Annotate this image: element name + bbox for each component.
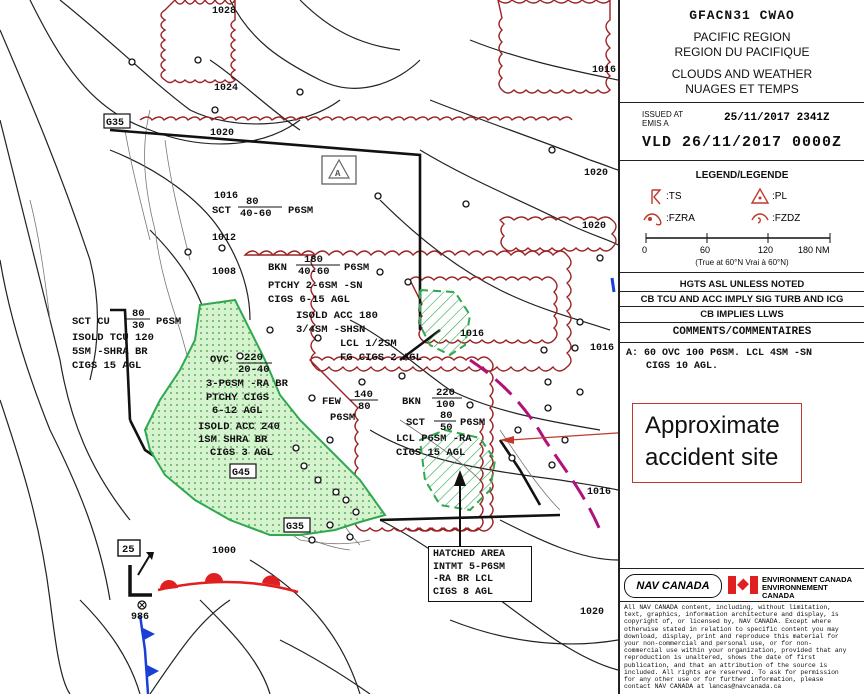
remark-text: SCT (406, 417, 425, 429)
warm-front-bump (205, 573, 223, 582)
scale-tick: 120 (758, 245, 774, 255)
remark-text: ISOLD TCU 120 (72, 332, 154, 344)
copyright-line: reproduction is unaltered, shows the date of first (624, 654, 816, 662)
remark-text: 3-P6SM -RA BR (206, 378, 288, 390)
fl-label: G35 (106, 118, 125, 129)
ts-icon (652, 190, 660, 204)
remark-text: 40-60 (240, 208, 272, 220)
scale-tick: 60 (700, 245, 711, 255)
hatched-area-line: CIGS 8 AGL (433, 586, 494, 598)
note-cb-llws: CB IMPLIES LLWS (700, 309, 784, 320)
remark-text: P6SM (460, 417, 486, 429)
hatched-area-line: HATCHED AREA (433, 549, 506, 560)
callout-line (510, 432, 632, 440)
isobar-label: 1020 (210, 128, 235, 139)
fl-label: G35 (286, 522, 305, 533)
copyright-line: text, graphics, information architecture and display, is (624, 611, 839, 619)
remark-text: P6SM (344, 262, 370, 274)
legend-fzra-label: FZRA (668, 213, 695, 224)
remark-text: CIGS 3 AGL (210, 447, 274, 459)
comments-body (626, 347, 812, 373)
env-canada-fr: ENVIRONNEMENT CANADA (762, 583, 828, 600)
legend-pl-label: PL (774, 191, 788, 202)
info-panel (618, 0, 864, 694)
note-hgts: HGTS ASL UNLESS NOTED (679, 279, 805, 290)
remark-text: 220 (244, 352, 263, 364)
remark-text: LCL 1/2SM (340, 338, 397, 350)
copyright-line: copyright of, or licensed by, NAV CANADA. Except where (624, 618, 832, 626)
copyright-line: for any other use or for further information, please (624, 676, 824, 684)
remark-text: 6-12 AGL (212, 405, 263, 417)
issued-time: 25/11/2017 2341Z (724, 112, 830, 124)
remark-text: 80 (246, 196, 259, 208)
copyright-line: contact NAV CANADA at lancas@navcanada.ca (624, 683, 782, 691)
type-en: CLOUDS AND WEATHER (671, 67, 813, 81)
remark-text: ISOLD ACC 240 (198, 421, 280, 433)
chart-id: GFACN31 CWAO (689, 8, 795, 23)
remark-bkn-180 (268, 254, 422, 364)
remark-text: P6SM (288, 205, 314, 217)
remark-text: 1SM SHRA BR (198, 434, 268, 446)
copyright-line: commercial use within your organization, provided that any (624, 647, 847, 655)
copyright-notice (624, 604, 862, 690)
legend-fzdz-label: FZDZ (774, 213, 801, 224)
copyright-line: otherwise stated in relation to specific content you may (624, 625, 839, 633)
remark-text: LCL P6SM -RA (396, 433, 472, 445)
isobar-label: 1000 (212, 546, 237, 557)
isobar-label: 1020 (580, 607, 605, 618)
remark-text: 40-60 (298, 266, 330, 278)
isobar-label: 1028 (212, 6, 237, 17)
copyright-line: download, display, print and reproduce this material for (624, 632, 839, 640)
isobar-label: 1020 (584, 168, 609, 179)
region-en: PACIFIC REGION (693, 30, 791, 44)
remark-text: CIGS 15 AGL (72, 360, 142, 372)
legend-fzdz: :FZDZ (772, 213, 801, 224)
isobar-label: 1024 (214, 83, 239, 94)
cold-front (140, 615, 148, 694)
remark-text: ISOLD ACC 180 (296, 310, 378, 322)
remark-text: SCT CU (72, 316, 110, 328)
remark-text: BKN (402, 396, 421, 408)
area-label: A (335, 169, 341, 179)
remark-text: 80 (440, 410, 453, 422)
remark-text: 220 (436, 387, 455, 399)
comment-line: A: 60 OVC 100 P6SM. LCL 4SM -SN (626, 348, 813, 359)
navcanada-logo: NAV CANADA (624, 574, 722, 598)
scale-note: (True at 60°N Vrai à 60°N) (695, 258, 789, 267)
note-cb-tcu: CB TCU AND ACC IMPLY SIG TURB AND ICG (640, 294, 844, 305)
copyright-line: publication, and that an attribution of the source is (624, 661, 828, 669)
remark-text: CIGS 6-15 AGL (268, 294, 350, 306)
env-canada-logo (762, 576, 860, 600)
remark-text: 80 (132, 308, 145, 320)
remark-text: 80 (358, 401, 371, 413)
isobar-label: 1016 (587, 487, 612, 498)
valid-time: VLD 26/11/2017 0000Z (641, 134, 843, 151)
remark-text: BKN (268, 262, 287, 274)
legend-pl: :PL (772, 191, 788, 202)
remark-few-140 (322, 389, 378, 424)
remark-text: 3/4SM -SHSN (296, 324, 366, 336)
comment-line: CIGS 10 AGL. (646, 361, 719, 372)
scale-ticks (638, 245, 858, 257)
isobar-label: 1016 (590, 343, 615, 354)
remark-text: OVC (210, 354, 229, 366)
hatched-area-line: INTMT 5-P6SM (433, 561, 506, 573)
hatched-area-north (420, 290, 470, 355)
cold-front-tooth (147, 665, 159, 677)
remark-text: FEW (322, 396, 341, 408)
fl-label: G45 (232, 468, 251, 479)
legend-ts: :TS (666, 191, 682, 202)
copyright-line: your non-commercial and personal use, or for non- (624, 640, 812, 648)
scale-tick: 0 (642, 245, 648, 255)
warm-front-bump (160, 580, 178, 590)
legend-title: LEGEND/LEGENDE (695, 170, 789, 181)
remark-text: P6SM (156, 316, 182, 328)
remark-text: PTCHY CIGS (206, 392, 270, 404)
scale-bar (642, 232, 842, 244)
remark-text: 50 (440, 422, 453, 434)
remark-text: FG CIGS 2 AGL (340, 352, 422, 364)
issued-label (642, 110, 683, 128)
remark-text: CIGS 15 AGL (396, 447, 466, 459)
remark-text: 5SM -SHRA BR (72, 346, 148, 358)
copyright-line: included. All rights are reserved. To ask for permission (624, 668, 839, 676)
remark-text: PTCHY 2-6SM -SN (268, 280, 363, 292)
remark-text: SCT (212, 205, 231, 217)
legend-ts-label: TS (668, 191, 682, 202)
canada-flag-icon (728, 576, 758, 594)
trough-line (470, 360, 600, 530)
copyright-line: All NAV CANADA content, including, without limitation, (624, 604, 832, 611)
isobar-label: 986 (131, 612, 150, 623)
isobar-label: 1012 (212, 233, 237, 244)
cold-front-east (612, 278, 614, 292)
isobar-label: 1016 (214, 191, 239, 202)
scale-tick: 180 NM (798, 245, 830, 255)
comments-title: COMMENTS/COMMENTAIRES (672, 326, 812, 338)
region-fr: REGION DU PACIFIQUE (674, 45, 810, 59)
isobar-label: 1020 (582, 221, 607, 232)
wind-box-label: 25 (122, 544, 135, 556)
callout-line-1: Approximate (645, 412, 780, 439)
hatched-area-box (428, 546, 532, 602)
hatched-area-line: -RA BR LCL (433, 574, 494, 585)
remark-text: P6SM (330, 412, 356, 424)
remark-text: 180 (304, 254, 323, 266)
legend (634, 188, 854, 228)
callout-line-2: accident site (645, 444, 779, 471)
remark-text: 140 (354, 389, 373, 401)
remark-text: 100 (436, 399, 455, 411)
logo-row (624, 574, 860, 600)
env-canada-en: ENVIRONMENT CANADA (762, 575, 852, 584)
issued-label-en: ISSUED AT (642, 110, 684, 119)
legend-fzra: :FZRA (666, 213, 695, 224)
low-center (130, 552, 154, 609)
issued-label-fr: EMIS A (642, 119, 669, 128)
cold-front-tooth (143, 628, 155, 640)
remark-text: 30 (132, 320, 145, 332)
accident-site-callout (632, 403, 802, 483)
isobar-label: 1016 (460, 329, 485, 340)
fzra-icon (644, 214, 661, 225)
isobar-label: 1008 (212, 267, 237, 278)
remark-text: 20-40 (238, 364, 270, 376)
type-fr: NUAGES ET TEMPS (685, 82, 799, 96)
pl-icon (752, 189, 768, 203)
fzdz-icon (752, 214, 768, 223)
isobar-label: 1016 (592, 65, 617, 76)
